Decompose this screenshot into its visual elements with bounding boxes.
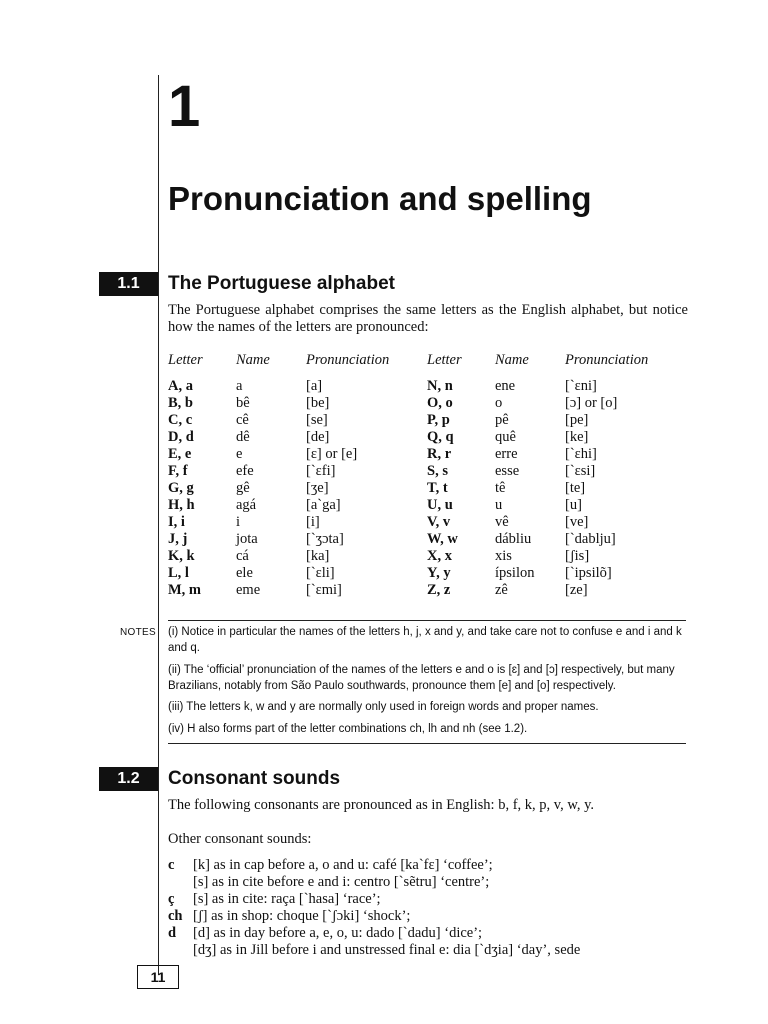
section-title: The Portuguese alphabet [168,273,395,294]
section-title: Consonant sounds [168,768,341,789]
name-cell: vê [495,514,509,530]
pronunciation-cell: [u] [565,497,582,513]
pronunciation-cell: [ɔ] or [o] [565,395,618,411]
consonant-letter: c [168,857,175,873]
pronunciation-cell: [ve] [565,514,589,530]
name-cell: jota [236,531,258,547]
name-cell: efe [236,463,254,479]
alphabet-row [0,446,768,463]
name-cell: bê [236,395,250,411]
consonant-letter: d [168,925,177,941]
name-cell: erre [495,446,518,462]
letter-cell: T, t [427,480,448,496]
alphabet-row [0,531,768,548]
name-cell: u [495,497,503,513]
consonant-description: [s] as in cite before e and i: centro [ˋsẽtru] ‘centre’; [193,874,490,890]
pronunciation-cell: [a] [306,378,323,394]
pronunciation-cell: [ɛ] or [e] [306,446,358,462]
chapter-number: 1 [168,74,201,139]
letter-cell: A, a [168,378,193,394]
letter-cell: I, i [168,514,185,530]
pronunciation-cell: [ˋɛni] [565,378,597,394]
note-item: (iv) H also forms part of the letter combinations ch, lh and nh (see 1.2). [168,723,528,735]
other-consonants-label: Other consonant sounds: [168,831,312,847]
name-cell: a [236,378,243,394]
name-cell: e [236,446,243,462]
name-cell: ípsilon [495,565,535,581]
name-cell: esse [495,463,520,479]
consonant-description: [dʒ] as in Jill before i and unstressed final e: dia [ˋdʒia] ‘day’, sede [193,942,581,958]
pronunciation-cell: [ˋɛli] [306,565,335,581]
letter-cell: M, m [168,582,202,598]
letter-cell: Q, q [427,429,454,445]
alphabet-row [0,548,768,565]
alphabet-row [0,514,768,531]
letter-cell: P, p [427,412,450,428]
name-cell: o [495,395,503,411]
alphabet-row [0,463,768,480]
letter-cell: D, d [168,429,194,445]
pronunciation-cell: [ze] [565,582,588,598]
name-cell: i [236,514,241,530]
consonant-description: [k] as in cap before a, o and u: café [kaˋfɛ] ‘coffee’; [193,857,493,873]
alphabet-row [0,412,768,429]
letter-cell: K, k [168,548,195,564]
pronunciation-cell: [ˋɛsi] [565,463,596,479]
name-cell: dábliu [495,531,532,547]
pronunciation-cell: [ˋipsilõ] [565,565,612,581]
letter-cell: J, j [168,531,188,547]
name-cell: ene [495,378,516,394]
section-intro: The Portuguese alphabet comprises the same letters as the English alphabet, but notice how the names of the letters are pronounced: [168,302,688,335]
pronunciation-cell: [aˋga] [306,497,341,513]
page-number: 11 [137,965,179,989]
letter-cell: B, b [168,395,193,411]
alphabet-row [0,565,768,582]
name-cell: dê [236,429,250,445]
letter-cell: V, v [427,514,451,530]
notes-top-rule [168,620,686,621]
letter-cell: G, g [168,480,194,496]
letter-cell: Y, y [427,565,451,581]
column-header: Name [236,352,270,368]
pronunciation-cell: [ˋʒɔta] [306,531,344,547]
name-cell: zê [495,582,508,598]
consonants-intro: The following consonants are pronounced as in English: b, f, k, p, v, w, y. [168,797,595,813]
alphabet-row [0,582,768,599]
letter-cell: N, n [427,378,453,394]
name-cell: cá [236,548,249,564]
letter-cell: X, x [427,548,452,564]
letter-cell: O, o [427,395,453,411]
pronunciation-cell: [ˋɛhi] [565,446,597,462]
consonant-description: [d] as in day before a, e, o, u: dado [ˋdadu] ‘dice’; [193,925,483,941]
name-cell: ele [236,565,253,581]
consonant-letter: ç [168,891,175,907]
consonant-letter: ch [168,908,183,924]
pronunciation-cell: [ka] [306,548,330,564]
letter-cell: H, h [168,497,195,513]
name-cell: gê [236,480,250,496]
alphabet-row [0,480,768,497]
note-item: (iii) The letters k, w and y are normally only used in foreign words and proper names. [168,701,599,713]
name-cell: cê [236,412,249,428]
pronunciation-cell: [ˋɛmi] [306,582,342,598]
consonant-description: [s] as in cite: raça [ˋhasa] ‘race’; [193,891,381,907]
chapter-title: Pronunciation and spelling [168,180,592,217]
alphabet-row [0,378,768,395]
letter-cell: F, f [168,463,188,479]
pronunciation-cell: [de] [306,429,330,445]
pronunciation-cell: [ˋɛfi] [306,463,336,479]
section-number-badge: 1.2 [99,767,158,791]
column-header: Pronunciation [565,352,649,368]
letter-cell: C, c [168,412,193,428]
pronunciation-cell: [pe] [565,412,589,428]
letter-cell: L, l [168,565,189,581]
column-header: Letter [427,352,462,368]
letter-cell: Z, z [427,582,451,598]
pronunciation-cell: [ʒe] [306,480,329,496]
name-cell: quê [495,429,516,445]
alphabet-row [0,497,768,514]
notes-bottom-rule [168,743,686,744]
note-item: (i) Notice in particular the names of the letters h, j, x and y, and take care not to confuse e and i and k and q. [168,626,682,654]
pronunciation-cell: [ˋdablju] [565,531,616,547]
name-cell: pê [495,412,509,428]
pronunciation-cell: [ke] [565,429,589,445]
consonant-description: [ʃ] as in shop: choque [ˋʃɔki] ‘shock’; [193,908,411,924]
pronunciation-cell: [se] [306,412,328,428]
column-header: Pronunciation [306,352,390,368]
letter-cell: W, w [427,531,458,547]
letter-cell: R, r [427,446,452,462]
section-number-badge: 1.1 [99,272,158,296]
column-header: Letter [168,352,203,368]
letter-cell: S, s [427,463,448,479]
pronunciation-cell: [be] [306,395,330,411]
name-cell: xis [495,548,512,564]
column-header: Name [495,352,529,368]
pronunciation-cell: [te] [565,480,586,496]
note-item: (ii) The ‘official’ pronunciation of the names of the letters e and o is [ɛ] and [ɔ] respectively, but many Brazilians, notably from São Paulo southwards, pronounce them [e] and [o] respectively. [168,664,675,692]
alphabet-row [0,395,768,412]
alphabet-row [0,429,768,446]
name-cell: tê [495,480,506,496]
letter-cell: E, e [168,446,192,462]
name-cell: eme [236,582,261,598]
name-cell: agá [236,497,257,513]
notes-label: NOTES [120,627,156,638]
pronunciation-cell: [ʃis] [565,548,590,564]
letter-cell: U, u [427,497,453,513]
pronunciation-cell: [i] [306,514,320,530]
